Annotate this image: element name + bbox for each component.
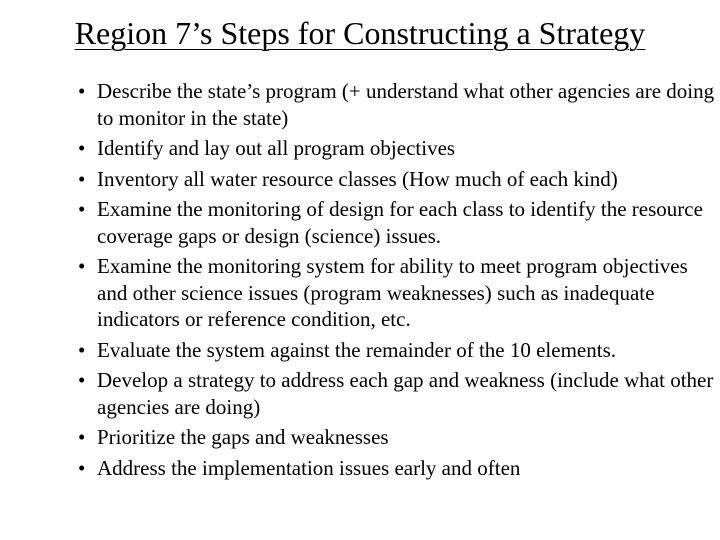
bullet-item [78,166,718,193]
bullet-item [78,455,718,482]
bullet-text: Inventory all water resource classes (How much of each kind) [97,166,618,191]
bullet-item [78,135,718,162]
bullet-icon: • [78,197,86,221]
slide-title [0,13,720,53]
bullet-icon: • [78,455,86,480]
bullet-icon: • [78,368,86,392]
bullet-text: Address the implementation issues early and often [97,455,521,480]
bullet-text: Evaluate the system against the remainder of the 10 elements. [97,337,616,362]
bullet-item [78,253,718,333]
bullet-text: Identify and lay out all program objectives [97,136,456,160]
bullet-list [78,78,718,485]
bullet-text: Examine the monitoring system for ability to meet program objectives and other science issues (program weaknesses) such as inadequate indicators or reference condition, etc. [97,254,688,331]
bullet-icon: • [78,254,86,278]
bullet-text: Examine the monitoring of design for each class to identify the resource coverage gaps or design (science) issues. [97,197,703,248]
slide-title-text: Region 7’s Steps for Constructing a Strategy [74,15,646,51]
bullet-icon: • [78,166,86,191]
bullet-text: Describe the state’s program (+ understand what other agencies are doing to monitor in the state) [97,79,715,130]
bullet-text: Develop a strategy to address each gap and weakness (include what other agencies are doing) [97,368,714,419]
bullet-icon: • [78,136,86,160]
bullet-item [78,196,718,249]
bullet-item [78,367,718,420]
bullet-icon: • [78,425,86,449]
bullet-item [78,424,718,451]
bullet-item [78,78,718,131]
bullet-text: Prioritize the gaps and weaknesses [97,425,389,449]
bullet-icon: • [78,337,86,362]
bullet-item [78,337,718,364]
bullet-icon: • [78,79,86,103]
